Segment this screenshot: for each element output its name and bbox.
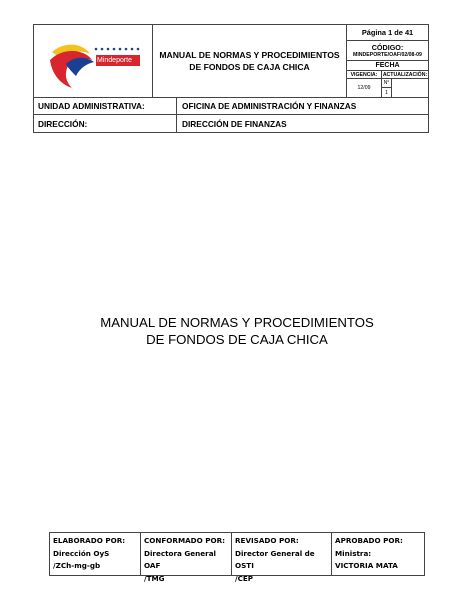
actualizacion-label: ACTUALIZACIÓN: bbox=[382, 71, 428, 78]
footer-revisado-line2: /CEP bbox=[235, 573, 254, 583]
footer-revisado-cell bbox=[231, 532, 332, 583]
num-label: N° bbox=[383, 80, 390, 86]
vigencia-value: 12/09 bbox=[357, 85, 371, 91]
header-title-line2: DE FONDOS DE CAJA CHICA bbox=[189, 62, 310, 72]
direccion-label: DIRECCIÓN: bbox=[38, 119, 88, 129]
vigencia-label: VIGENCIA: bbox=[350, 71, 378, 78]
code-cell bbox=[346, 40, 429, 61]
actualizacion-value-cell bbox=[391, 78, 429, 98]
footer-aprobado-line2: VICTORIA MATA bbox=[335, 561, 398, 571]
footer-aprobado-line1: Ministra: bbox=[335, 548, 372, 558]
header-title-cell bbox=[152, 24, 347, 98]
document-title bbox=[60, 314, 414, 348]
logo-text: Mindeporte bbox=[97, 57, 133, 64]
footer-conformado-label: CONFORMADO POR: bbox=[144, 536, 226, 545]
info-divider bbox=[176, 97, 177, 133]
code-label: CÓDIGO: bbox=[371, 43, 404, 52]
footer-conformado-line1: Directora General OAF bbox=[144, 548, 217, 571]
unidad-value: OFICINA DE ADMINISTRACIÓN Y FINANZAS bbox=[182, 101, 357, 111]
footer-conformado-cell bbox=[140, 532, 232, 583]
footer-elaborado-line1: Dirección OyS bbox=[53, 548, 110, 558]
document-title-line1: MANUAL DE NORMAS Y PROCEDIMIENTOS bbox=[100, 315, 374, 330]
num-value: 1 bbox=[385, 89, 388, 96]
direccion-value: DIRECCIÓN DE FINANZAS bbox=[182, 119, 287, 129]
page-number: Página 1 de 41 bbox=[361, 28, 414, 37]
mindeporte-logo bbox=[46, 34, 142, 90]
vigencia-value-cell bbox=[346, 78, 382, 98]
page-number-cell bbox=[346, 24, 429, 41]
footer-aprobado-cell bbox=[331, 532, 425, 576]
footer-revisado-label: REVISADO POR: bbox=[235, 536, 299, 545]
code-value: MINDEPORTE/OAF/02/08-09 bbox=[353, 52, 422, 58]
footer-aprobado-label: APROBADO POR: bbox=[335, 536, 403, 545]
footer-elaborado-line2: /ZCh-mg-gb bbox=[53, 561, 101, 571]
footer-revisado-line1: Director General de OSTI bbox=[235, 548, 315, 571]
header-title-line1: MANUAL DE NORMAS Y PROCEDIMIENTOS bbox=[159, 50, 340, 60]
footer-elaborado-label: ELABORADO POR: bbox=[53, 536, 126, 545]
document-title-line2: DE FONDOS DE CAJA CHICA bbox=[146, 332, 328, 347]
unidad-label: UNIDAD ADMINISTRATIVA: bbox=[38, 101, 145, 111]
footer-conformado-line2: /TMG bbox=[144, 573, 165, 583]
fecha-label: FECHA bbox=[375, 62, 400, 69]
footer-elaborado-cell bbox=[49, 532, 141, 576]
